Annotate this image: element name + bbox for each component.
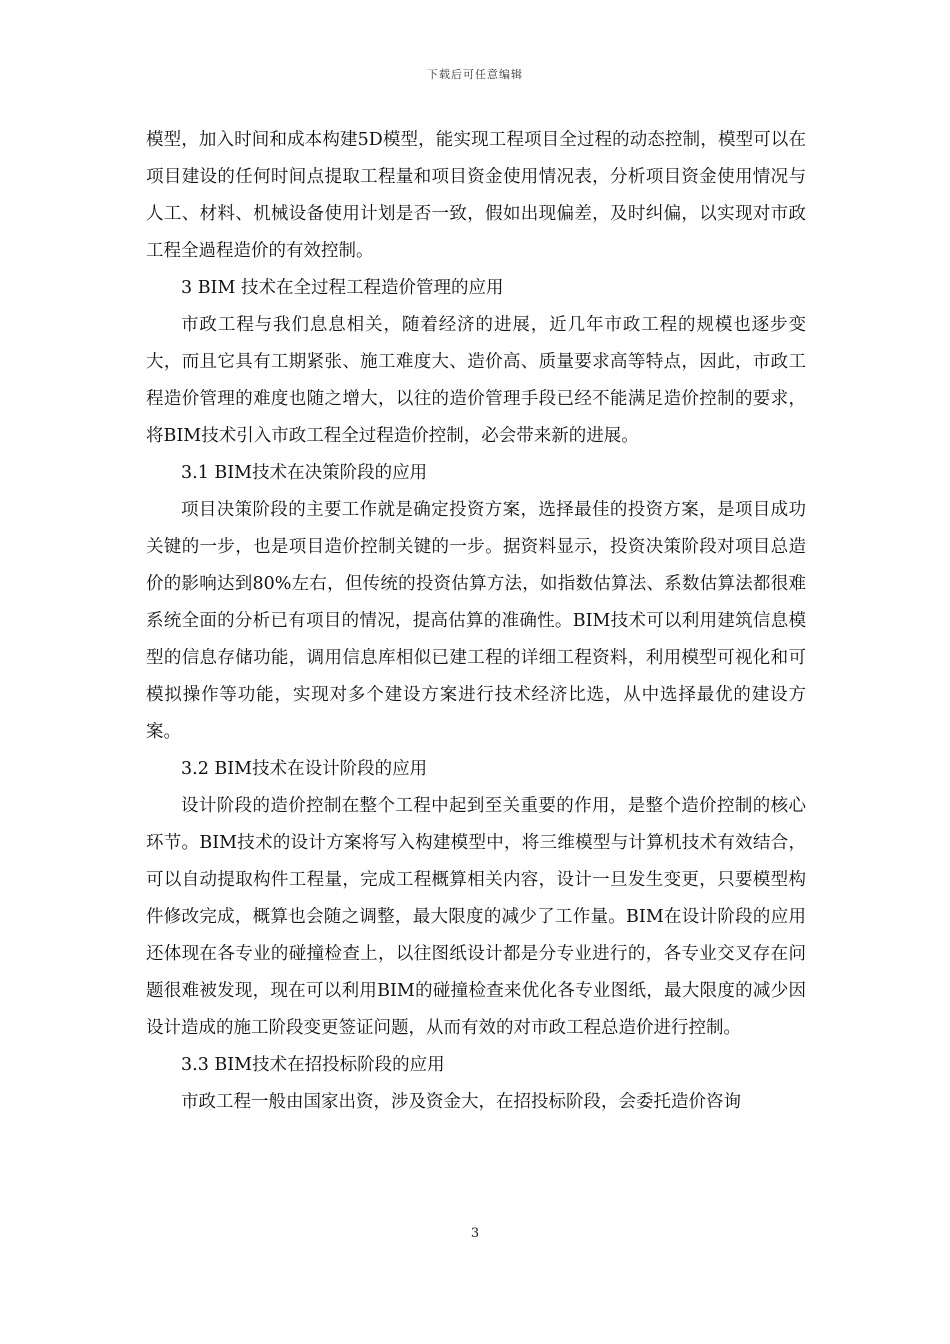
- section-heading-3-2: 3.2 BIM技术在设计阶段的应用: [181, 759, 428, 779]
- paragraph-continued: 模型，加入时间和成本构建5D模型，能实现工程项目全过程的动态控制，模型可以在项目建设的任何时间点提取工程量和项目资金使用情况表，分析项目资金使用情况与人工、材料、机械设备使用计划是否一致，假如出现偏差，及时纠偏，以实现对市政工程全過程造价的有效控制。: [146, 130, 806, 261]
- page-number: 3: [470, 1226, 480, 1241]
- paragraph-section-3-1: 项目决策阶段的主要工作就是确定投资方案，选择最佳的投资方案，是项目成功关键的一步，也是项目造价控制关键的一步。据资料显示，投资决策阶段对项目总造价的影响达到80%左右，但传统的投资估算方法，如指数估算法、系数估算法都很难系统全面的分析已有项目的情况，提高估算的准确性。BIM技术可以利用建筑信息模型的信息存储功能，调用信息库相似已建工程的详细工程资料，利用模型可视化和可模拟操作等功能，实现对多个建设方案进行技术经济比选，从中选择最优的建设方案。: [146, 500, 806, 742]
- section-heading-3: 3 BIM 技术在全过程工程造价管理的应用: [181, 278, 504, 298]
- document-body: [146, 122, 806, 1121]
- section-heading-3-1: 3.1 BIM技术在决策阶段的应用: [181, 463, 428, 483]
- paragraph-section-3: 市政工程与我们息息相关，随着经济的进展，近几年市政工程的规模也逐步变大，而且它具有工期紧张、施工难度大、造价高、质量要求高等特点，因此，市政工程造价管理的难度也随之增大，以往的造价管理手段已经不能满足造价控制的要求，将BIM技术引入市政工程全过程造价控制，必会带来新的进展。: [146, 315, 806, 446]
- paragraph-section-3-3: 市政工程一般由国家出资，涉及资金大，在招投标阶段，会委托造价咨询: [181, 1092, 741, 1112]
- paragraph-section-3-2: 设计阶段的造价控制在整个工程中起到至关重要的作用，是整个造价控制的核心环节。BIM技术的设计方案将写入构建模型中，将三维模型与计算机技术有效结合，可以自动提取构件工程量，完成工程概算相关内容，设计一旦发生变更，只要模型构件修改完成，概算也会随之调整，最大限度的减少了工作量。BIM在设计阶段的应用还体现在各专业的碰撞检查上，以往图纸设计都是分专业进行的，各专业交叉存在问题很难被发现，现在可以利用BIM的碰撞检查来优化各专业图纸，最大限度的减少因设计造成的施工阶段变更签证问题，从而有效的对市政工程总造价进行控制。: [146, 796, 806, 1038]
- page-header: 下载后可任意编辑: [427, 68, 523, 81]
- section-heading-3-3: 3.3 BIM技术在招投标阶段的应用: [181, 1055, 445, 1075]
